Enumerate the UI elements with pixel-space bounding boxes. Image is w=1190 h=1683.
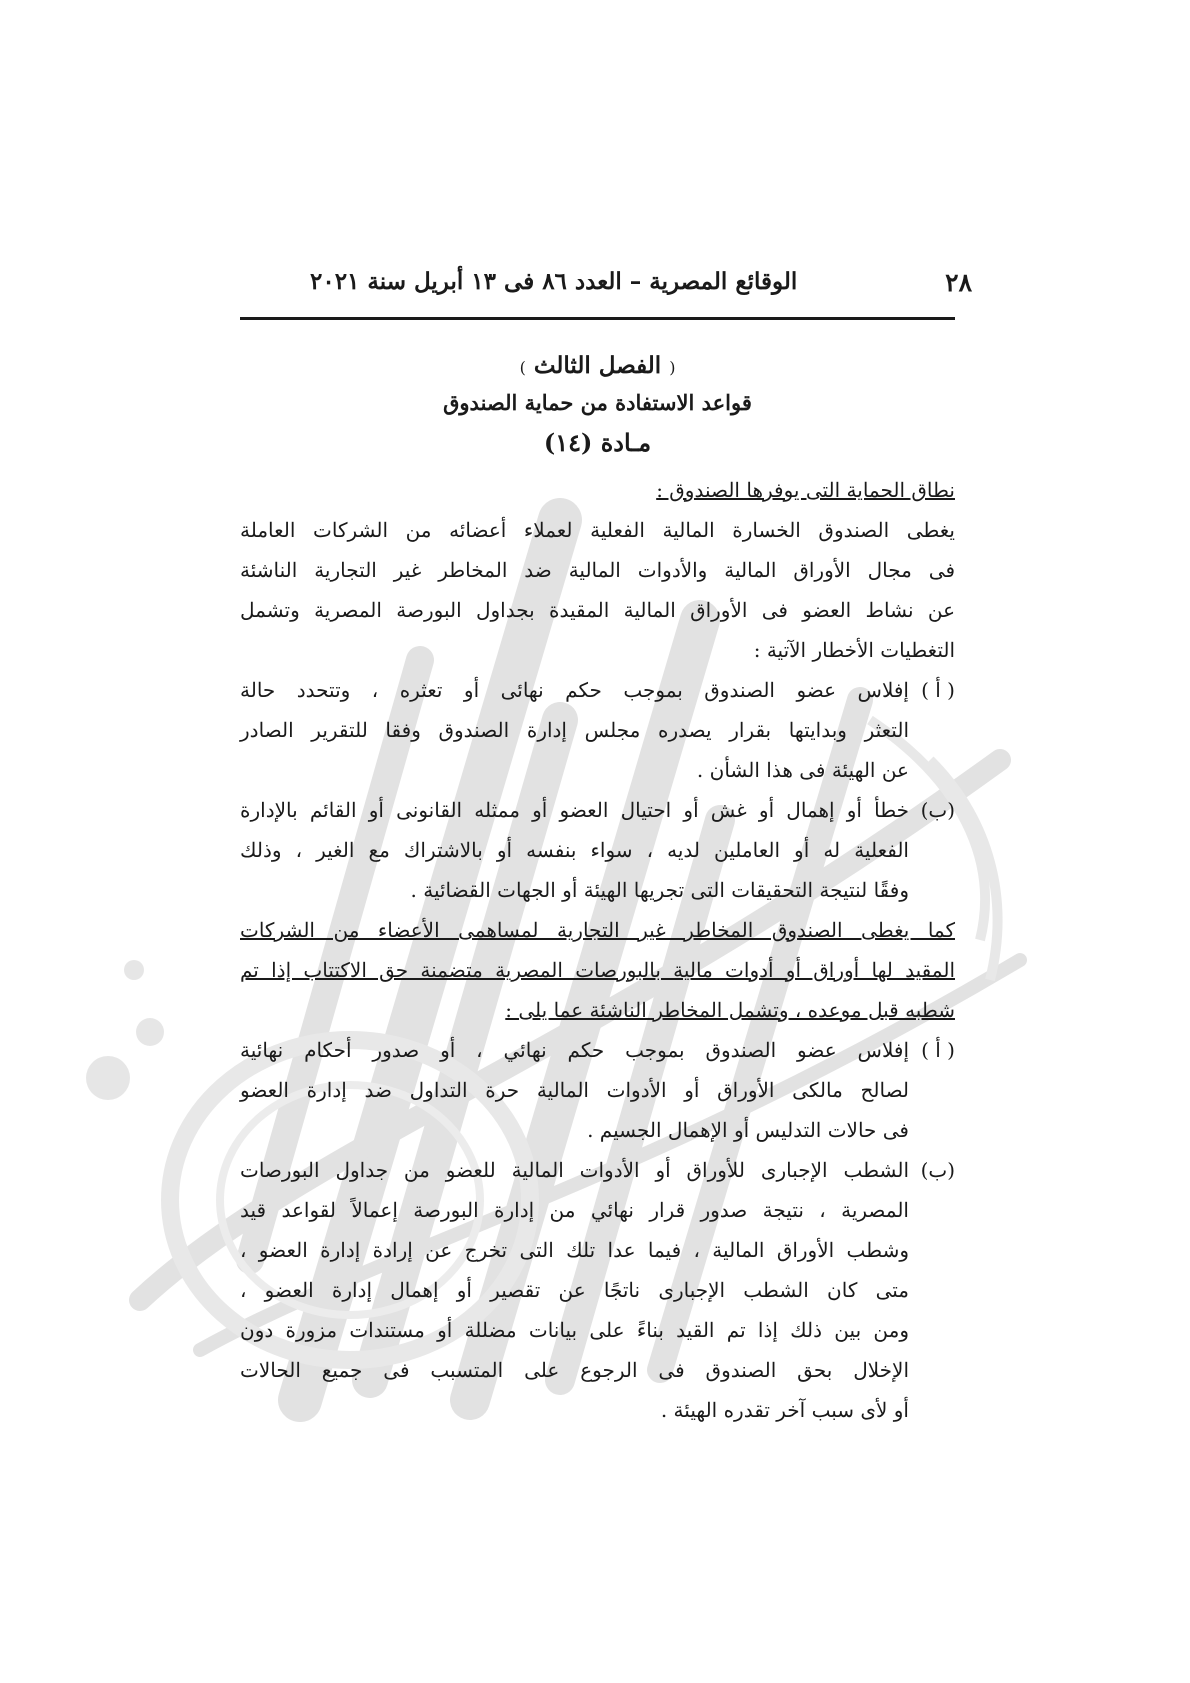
intro-line: فى مجال الأوراق المالية والأدوات المالية ضد المخاطر غير التجارية الناشئة: [240, 558, 955, 582]
second-intro-line: شطبه قبل موعده ، وتشمل المخاطر الناشئة عما يلى :: [505, 998, 955, 1022]
page-number: ٢٨: [945, 268, 972, 297]
list-line: وشطب الأوراق المالية ، فيما عدا تلك التى تخرج عن إرادة إدارة العضو ،: [240, 1238, 909, 1262]
list-line: وفقًا لنتيجة التحقيقات التى تجريها الهيئة أو الجهات القضائية .: [410, 878, 909, 902]
list-marker: ( أ ): [921, 678, 955, 702]
list-line: متى كان الشطب الإجبارى ناتجًا عن تقصير أو إهمال إدارة العضو ،: [240, 1278, 909, 1302]
list-line: إفلاس عضو الصندوق بموجب حكم نهائي ، أو صدور أحكام نهائية: [240, 1038, 909, 1062]
list-line: الشطب الإجبارى للأوراق أو الأدوات المالية للعضو من جداول البورصات: [240, 1158, 909, 1182]
list-item: [240, 1030, 955, 1150]
intro-line: يغطى الصندوق الخسارة المالية الفعلية لعملاء أعضائه من الشركات العاملة: [240, 518, 955, 542]
list-item: [240, 1150, 955, 1430]
second-intro-line: المقيد لها أوراق أو أدوات مالية بالبورصات المصرية متضمنة حق الاكتتاب إذا تم: [240, 958, 955, 982]
scope-heading: نطاق الحماية التى يوفرها الصندوق :: [656, 478, 955, 502]
chapter-open-paren: (: [669, 358, 676, 377]
list-marker: (ب): [920, 1158, 955, 1182]
list-marker: (ب): [920, 798, 955, 822]
list-line: التعثر وبدايتها بقرار يصدره مجلس إدارة الصندوق وفقا للتقرير الصادر: [240, 718, 909, 742]
list-item: [240, 670, 955, 790]
chapter-close-paren: ): [519, 358, 526, 377]
list-item: [240, 790, 955, 910]
list-line: فى حالات التدليس أو الإهمال الجسيم .: [587, 1118, 909, 1142]
gazette-header-title: الوقائع المصرية – العدد ٨٦ فى ١٣ أبريل سنة ٢٠٢١: [310, 268, 798, 295]
list-line: عن الهيئة فى هذا الشأن .: [696, 758, 909, 782]
intro-line: التغطيات الأخطار الآتية :: [753, 638, 955, 662]
header-divider: [240, 317, 955, 320]
article-number: مـادة (١٤): [543, 428, 652, 457]
list-line: الفعلية له أو العاملين لديه ، سواء بنفسه أو بالاشتراك مع الغير ، وذلك: [240, 838, 909, 862]
list-line: لصالح مالكى الأوراق أو الأدوات المالية حرة التداول ضد إدارة العضو: [240, 1078, 909, 1102]
article-body: [240, 470, 955, 1430]
list-marker: ( أ ): [921, 1038, 955, 1062]
list-line: خطأ أو إهمال أو غش أو احتيال العضو أو ممثله القانونى أو القائم بالإدارة: [240, 798, 909, 822]
list-line: ومن بين ذلك إذا تم القيد بناءً على بيانات مضللة أو مستندات مزورة دون: [240, 1318, 909, 1342]
section-title: قواعد الاستفادة من حماية الصندوق: [443, 390, 752, 415]
list-line: أو لأى سبب آخر تقدره الهيئة .: [660, 1398, 909, 1422]
list-line: الإخلال بحق الصندوق فى الرجوع على المتسبب فى جميع الحالات: [240, 1358, 909, 1382]
list-line: المصرية ، نتيجة صدور قرار نهائي من إدارة البورصة إعمالاً لقواعد قيد: [240, 1198, 909, 1222]
second-intro-line: كما يغطى الصندوق المخاطر غير التجارية لمساهمى الأعضاء من الشركات: [240, 918, 955, 942]
chapter-name: الفصل الثالث: [533, 352, 662, 379]
chapter-heading: [240, 352, 955, 379]
intro-line: عن نشاط العضو فى الأوراق المالية المقيدة بجداول البورصة المصرية وتشمل: [240, 598, 955, 622]
list-line: إفلاس عضو الصندوق بموجب حكم نهائى أو تعثره ، وتتحدد حالة: [240, 678, 909, 702]
